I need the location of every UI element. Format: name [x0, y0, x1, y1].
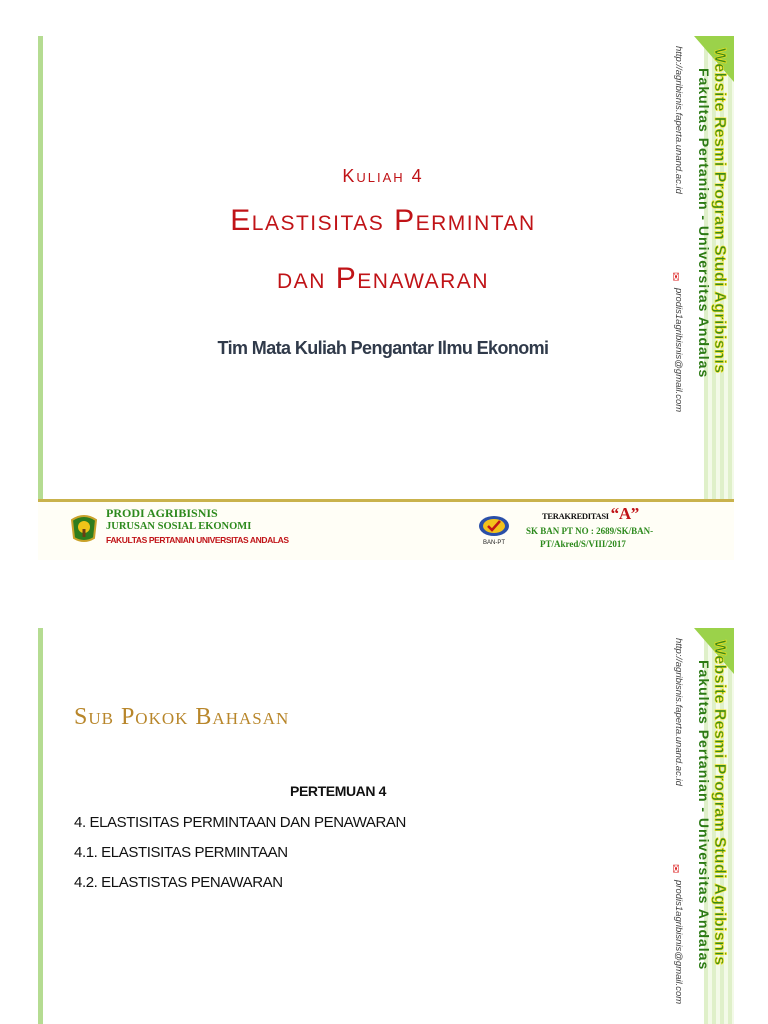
lecture-number: Kuliah 4 — [342, 166, 424, 186]
ban-logo-text: BAN-PT — [482, 540, 506, 546]
footer-bar — [38, 499, 734, 560]
slide-subtitle: Tim Mata Kuliah Pengantar Ilmu Ekonomi — [217, 338, 549, 358]
accreditation-text: TERAKREDITASI — [542, 511, 609, 521]
left-accent-bar — [38, 36, 43, 560]
sk-number-line1: SK BAN PT NO : 2689/SK/BAN- — [526, 526, 654, 536]
banner-url[interactable]: http://agribisnis.faperta.unand.ac.id — [673, 638, 684, 786]
unand-logo — [68, 512, 100, 544]
list-item: 4. ELASTISITAS PERMINTAAN DAN PENAWARAN — [74, 814, 406, 831]
footer-jurusan: JURUSAN SOSIAL EKONOMI — [106, 521, 252, 532]
banner-subtitle: Fakultas Pertanian - Universitas Andalas — [696, 660, 712, 971]
ban-pt-logo — [476, 514, 512, 546]
side-banner — [666, 628, 734, 1024]
sk-number-line2: PT/Akred/S/VIII/2017 — [540, 539, 626, 549]
meeting-label: PERTEMUAN 4 — [290, 783, 386, 799]
slide-title-line2: dan Penawaran — [277, 262, 489, 295]
mail-icon: ✉ — [669, 272, 681, 282]
accreditation-grade: “A” — [610, 504, 640, 523]
banner-subtitle: Fakultas Pertanian - Universitas Andalas — [696, 68, 712, 379]
left-accent-bar — [38, 628, 43, 1024]
accreditation-label — [542, 504, 639, 524]
banner-email[interactable]: prodis1agribisnis@gmail.com — [673, 880, 684, 1005]
footer-fakultas: FAKULTAS PERTANIAN UNIVERSITAS ANDALAS — [106, 535, 289, 545]
list-item: 4.2. ELASTISTAS PENAWARAN — [74, 874, 283, 891]
banner-email[interactable]: prodis1agribisnis@gmail.com — [673, 288, 684, 413]
banner-title: Website Resmi Program Studi Agribisnis — [711, 640, 728, 966]
slide-2 — [38, 628, 734, 1024]
mail-icon: ✉ — [669, 864, 681, 874]
footer-prodi: PRODI AGRIBISNIS — [106, 506, 218, 520]
side-banner — [666, 36, 734, 560]
list-item: 4.1. ELASTISITAS PERMINTAAN — [74, 844, 288, 861]
banner-url[interactable]: http://agribisnis.faperta.unand.ac.id — [673, 46, 684, 194]
slide-1 — [38, 36, 734, 560]
banner-title: Website Resmi Program Studi Agribisnis — [711, 48, 728, 374]
section-heading: Sub Pokok Bahasan — [74, 704, 290, 730]
slide-title-line1: Elastisitas Permintan — [230, 204, 536, 237]
